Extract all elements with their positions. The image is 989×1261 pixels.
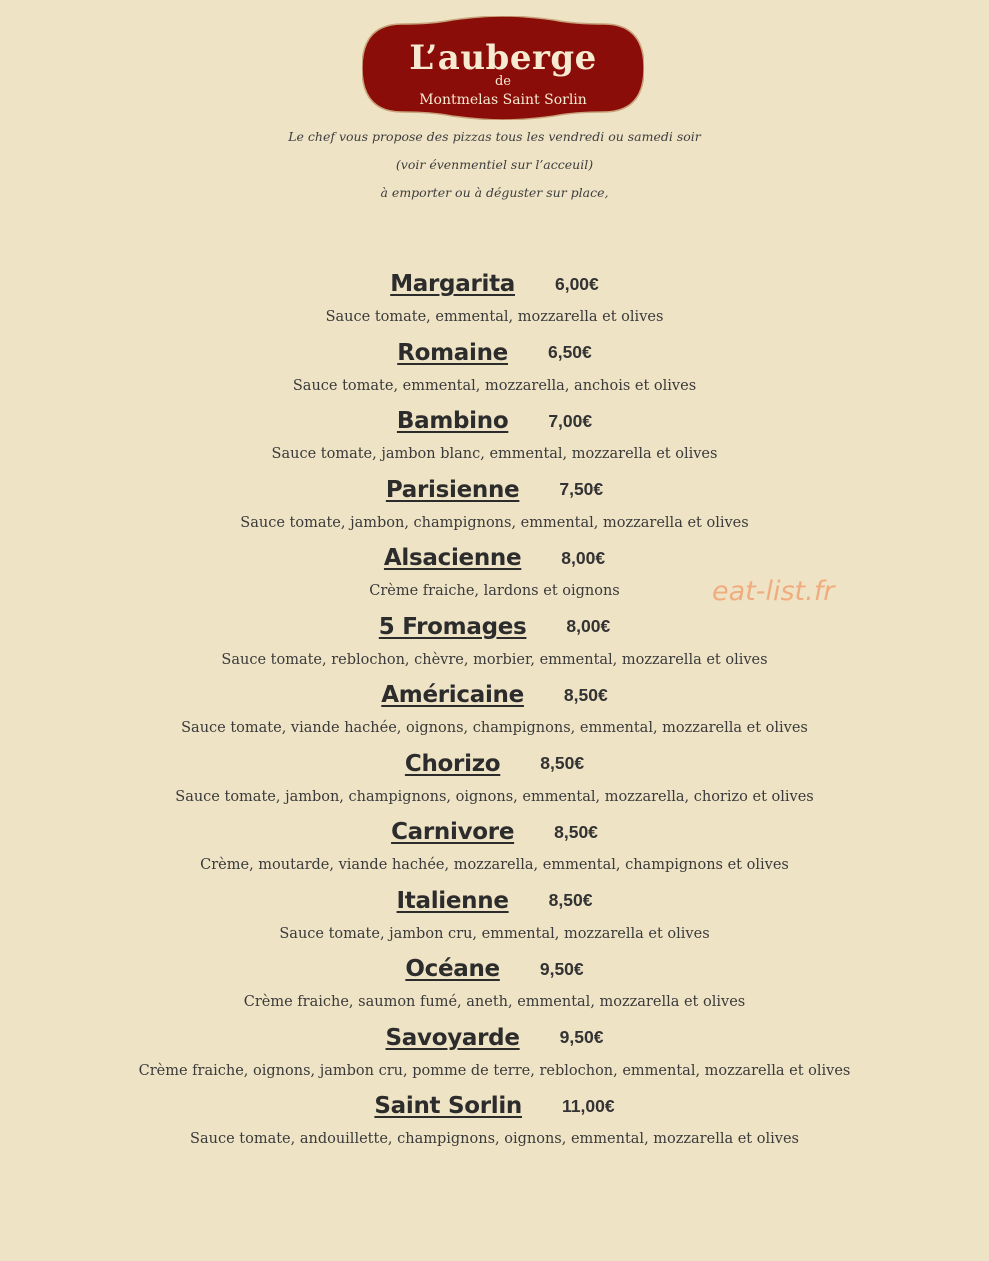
pizza-price: 8,50€ <box>548 890 593 910</box>
pizza-price: 9,50€ <box>559 1027 604 1047</box>
menu-item <box>0 1093 989 1162</box>
pizza-description: Sauce tomate, emmental, mozzarella, anchois et olives <box>292 377 697 394</box>
menu-item <box>0 271 989 340</box>
pizza-price: 11,00€ <box>562 1095 615 1116</box>
pizza-name: Saint Sorlin <box>374 1093 523 1119</box>
pizza-name: Savoyarde <box>385 1024 520 1051</box>
pizza-description: Crème fraiche, oignons, jambon cru, pomme de terre, reblochon, emmental, mozzarella et olives <box>138 1062 851 1079</box>
menu-item <box>0 956 989 1025</box>
pizza-description: Crème fraiche, lardons et oignons <box>369 583 620 599</box>
logo-place-name: Montmelas Saint Sorlin <box>419 92 587 108</box>
menu-item <box>0 1025 989 1094</box>
menu-item <box>0 408 989 477</box>
pizza-price: 8,00€ <box>566 616 611 636</box>
pizza-menu <box>0 271 989 1162</box>
watermark: eat-list.fr <box>712 576 835 607</box>
pizza-description: Crème fraiche, saumon fumé, aneth, emmental, mozzarella et olives <box>243 994 746 1010</box>
pizza-price: 8,50€ <box>540 753 585 773</box>
intro-line: Le chef vous propose des pizzas tous les vendredi ou samedi soir <box>288 129 701 144</box>
pizza-name: Océane <box>405 956 500 982</box>
menu-item <box>0 340 989 409</box>
pizza-name: Alsacienne <box>383 545 522 571</box>
pizza-price: 9,50€ <box>539 958 584 979</box>
menu-item <box>0 888 989 957</box>
pizza-description: Sauce tomate, jambon cru, emmental, mozzarella et olives <box>279 925 710 942</box>
menu-item <box>0 751 989 820</box>
pizza-description: Sauce tomate, viande hachée, oignons, champignons, emmental, mozzarella et olives <box>181 720 808 736</box>
pizza-price: 7,00€ <box>548 410 593 431</box>
menu-item <box>0 614 989 683</box>
logo-title: L’auberge <box>409 38 597 78</box>
menu-item <box>0 545 989 614</box>
intro-line: à emporter ou à déguster sur place, <box>380 185 609 200</box>
restaurant-logo <box>362 16 644 120</box>
pizza-description: Sauce tomate, emmental, mozzarella et olives <box>325 309 664 325</box>
pizza-description: Sauce tomate, jambon, champignons, emmental, mozzarella et olives <box>240 514 749 531</box>
pizza-name: Italienne <box>396 887 509 914</box>
pizza-price: 8,50€ <box>563 684 608 705</box>
pizza-name: 5 Fromages <box>378 613 527 640</box>
pizza-description: Sauce tomate, jambon blanc, emmental, mozzarella et olives <box>271 446 718 462</box>
pizza-name: Chorizo <box>404 750 501 777</box>
pizza-description: Sauce tomate, reblochon, chèvre, morbier, emmental, mozzarella et olives <box>221 651 768 668</box>
pizza-name: Margarita <box>390 271 515 297</box>
menu-item <box>0 477 989 546</box>
pizza-price: 8,50€ <box>554 821 598 842</box>
pizza-price: 7,50€ <box>559 479 604 499</box>
pizza-description: Sauce tomate, andouillette, champignons, oignons, emmental, mozzarella et olives <box>190 1131 799 1147</box>
menu-item <box>0 682 989 751</box>
intro-line: (voir évenmentiel sur l’acceuil) <box>395 157 594 172</box>
menu-item <box>0 819 989 888</box>
pizza-price: 6,50€ <box>547 342 592 362</box>
pizza-description: Crème, moutarde, viande hachée, mozzarella, emmental, champignons et olives <box>200 857 789 873</box>
logo-subtitle-de: de <box>494 74 511 89</box>
intro-text <box>0 128 989 212</box>
pizza-name: Américaine <box>381 682 524 708</box>
pizza-price: 8,00€ <box>561 547 606 568</box>
pizza-description: Sauce tomate, jambon, champignons, oignons, emmental, mozzarella, chorizo et olives <box>175 788 814 805</box>
pizza-name: Parisienne <box>385 476 520 503</box>
pizza-name: Carnivore <box>391 819 515 845</box>
pizza-price: 6,00€ <box>554 273 599 294</box>
pizza-name: Bambino <box>396 408 509 434</box>
pizza-name: Romaine <box>397 339 508 366</box>
